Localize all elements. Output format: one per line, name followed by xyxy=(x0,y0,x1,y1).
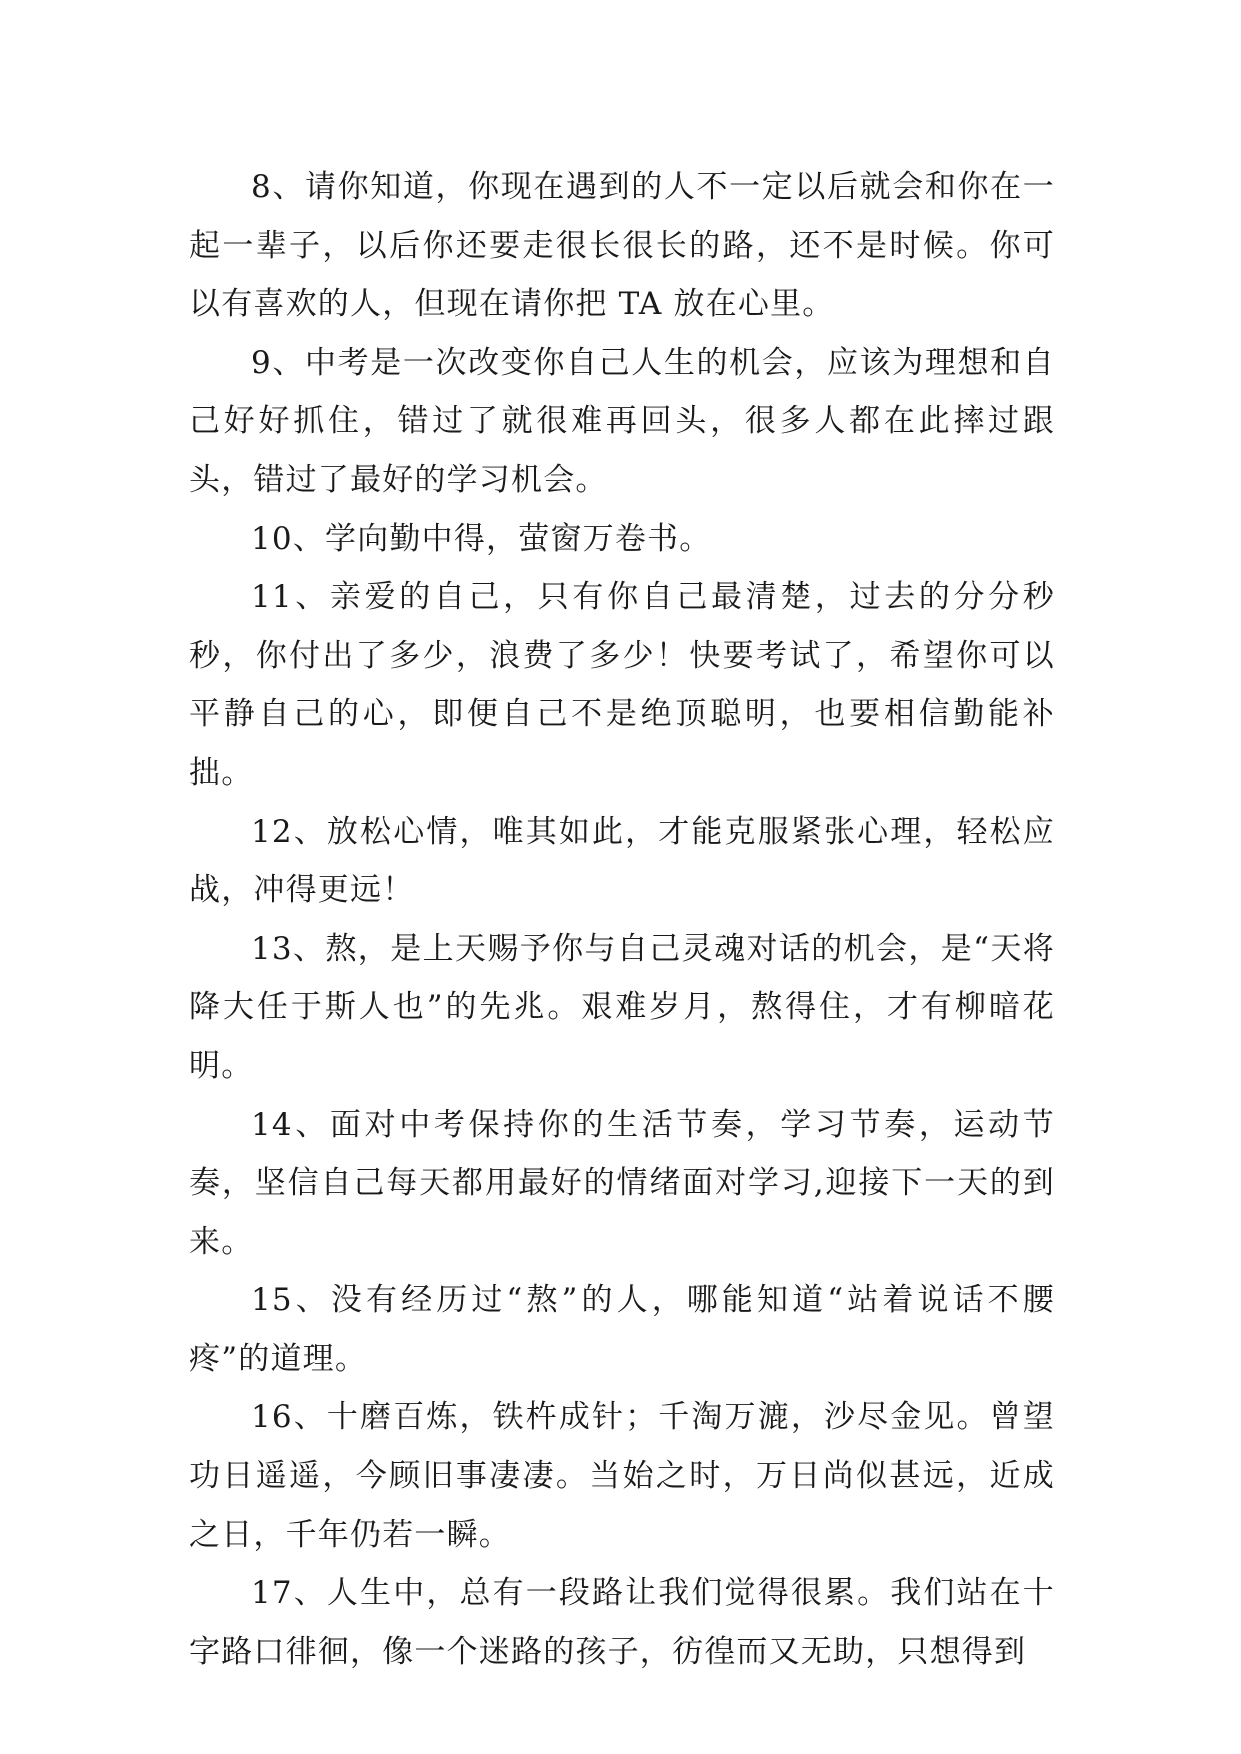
paragraph-16: 16、十磨百炼，铁杵成针；千淘万漉，沙尽金见。曾望功日遥遥，今顾旧事凄凄。当始之时，万日尚似甚远，近成之日，千年仍若一瞬。 xyxy=(189,1399,1055,1553)
paragraph-13: 13、熬，是上天赐予你与自己灵魂对话的机会，是“天将降大任于斯人也”的先兆。艰难岁月，熬得住，才有柳暗花明。 xyxy=(189,930,1055,1084)
paragraph-10: 10、学向勤中得，萤窗万卷书。 xyxy=(251,520,712,557)
document-body xyxy=(189,158,1055,1681)
paragraph-15: 15、没有经历过“熬”的人，哪能知道“站着说话不腰疼”的道理。 xyxy=(189,1282,1055,1377)
paragraph-14: 14、面对中考保持你的生活节奏，学习节奏，运动节奏，坚信自己每天都用最好的情绪面对学习,迎接下一天的到来。 xyxy=(189,1106,1055,1260)
paragraph-11: 11、亲爱的自己，只有你自己最清楚，过去的分分秒秒，你付出了多少，浪费了多少！快要考试了，希望你可以平静自己的心，即便自己不是绝顶聪明，也要相信勤能补拙。 xyxy=(189,579,1055,791)
paragraph-9: 9、中考是一次改变你自己人生的机会，应该为理想和自己好好抓住，错过了就很难再回头，很多人都在此摔过跟头，错过了最好的学习机会。 xyxy=(189,344,1055,498)
paragraph-8: 8、请你知道，你现在遇到的人不一定以后就会和你在一起一辈子，以后你还要走很长很长的路，还不是时候。你可以有喜欢的人，但现在请你把 TA 放在心里。 xyxy=(189,169,1055,323)
paragraph-17: 17、人生中，总有一段路让我们觉得很累。我们站在十字路口徘徊，像一个迷路的孩子，彷徨而又无助，只想得到 xyxy=(189,1575,1055,1670)
paragraph-12: 12、放松心情，唯其如此，才能克服紧张心理，轻松应战，冲得更远！ xyxy=(189,813,1055,909)
